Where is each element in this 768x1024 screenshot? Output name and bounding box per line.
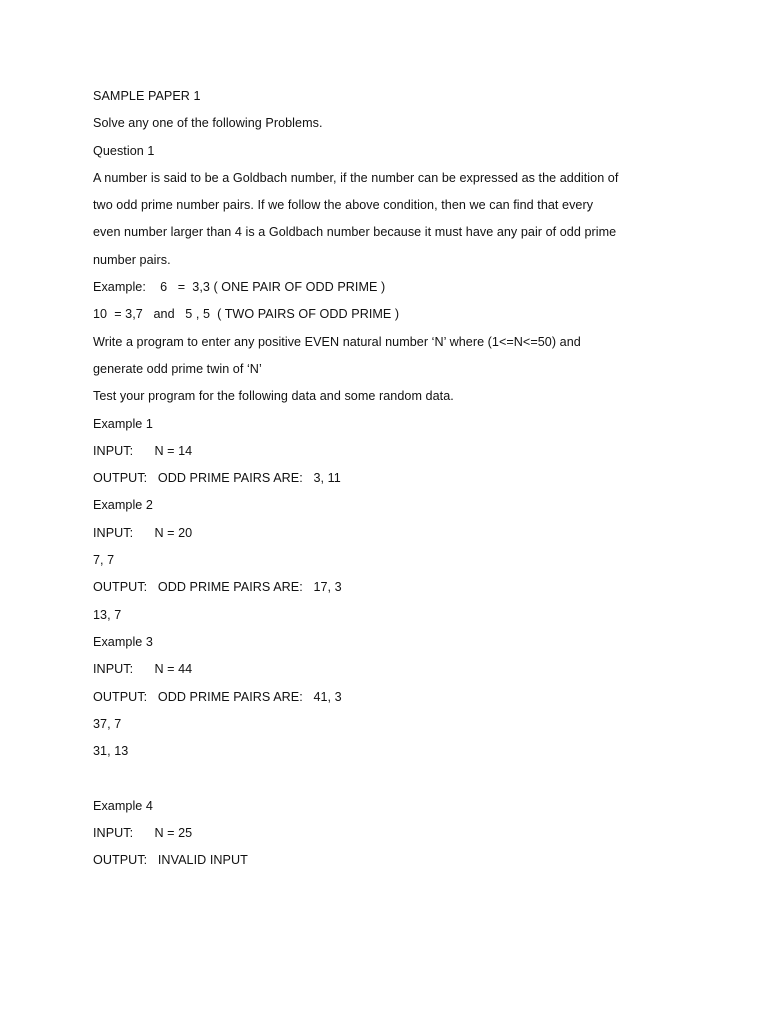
input-line: INPUT: N = 14 (93, 443, 193, 458)
instruction-text: Solve any one of the following Problems. (93, 116, 323, 131)
paragraph-line: number pairs. (93, 252, 171, 267)
question-heading: Question 1 (93, 143, 155, 158)
example-heading: Example 4 (93, 798, 153, 813)
pair-line: 37, 7 (93, 716, 122, 731)
paragraph-line: two odd prime number pairs. If we follow the above condition, then we can find that every (93, 198, 594, 213)
input-line: INPUT: N = 25 (93, 826, 193, 841)
example-line: Example: 6 = 3,3 ( ONE PAIR OF ODD PRIME ) (93, 280, 386, 295)
output-line: OUTPUT: ODD PRIME PAIRS ARE: 41, 3 (93, 689, 342, 704)
pair-line: 7, 7 (93, 553, 115, 568)
task-line: Write a program to enter any positive EVEN natural number ‘N’ where (1<=N<=50) and (93, 334, 581, 349)
paragraph-line: A number is said to be a Goldbach number, if the number can be expressed as the addition of (93, 170, 619, 185)
blank-line (93, 768, 653, 795)
document-body (93, 86, 653, 878)
example-heading: Example 3 (93, 634, 153, 649)
example-heading: Example 2 (93, 498, 153, 513)
output-line: OUTPUT: ODD PRIME PAIRS ARE: 3, 11 (93, 471, 341, 486)
task-line: generate odd prime twin of ‘N’ (93, 361, 262, 376)
input-line: INPUT: N = 20 (93, 525, 193, 540)
example-line: 10 = 3,7 and 5 , 5 ( TWO PAIRS OF ODD PRIME ) (93, 307, 400, 322)
input-line: INPUT: N = 44 (93, 662, 193, 677)
example-heading: Example 1 (93, 416, 153, 431)
paper-title: SAMPLE PAPER 1 (93, 89, 201, 103)
test-instruction: Test your program for the following data and some random data. (93, 389, 454, 404)
paragraph-line: even number larger than 4 is a Goldbach number because it must have any pair of odd prime (93, 225, 617, 240)
output-line: OUTPUT: ODD PRIME PAIRS ARE: 17, 3 (93, 580, 342, 595)
pair-line: 31, 13 (93, 744, 129, 759)
pair-line: 13, 7 (93, 607, 122, 622)
output-line: OUTPUT: INVALID INPUT (93, 853, 248, 868)
